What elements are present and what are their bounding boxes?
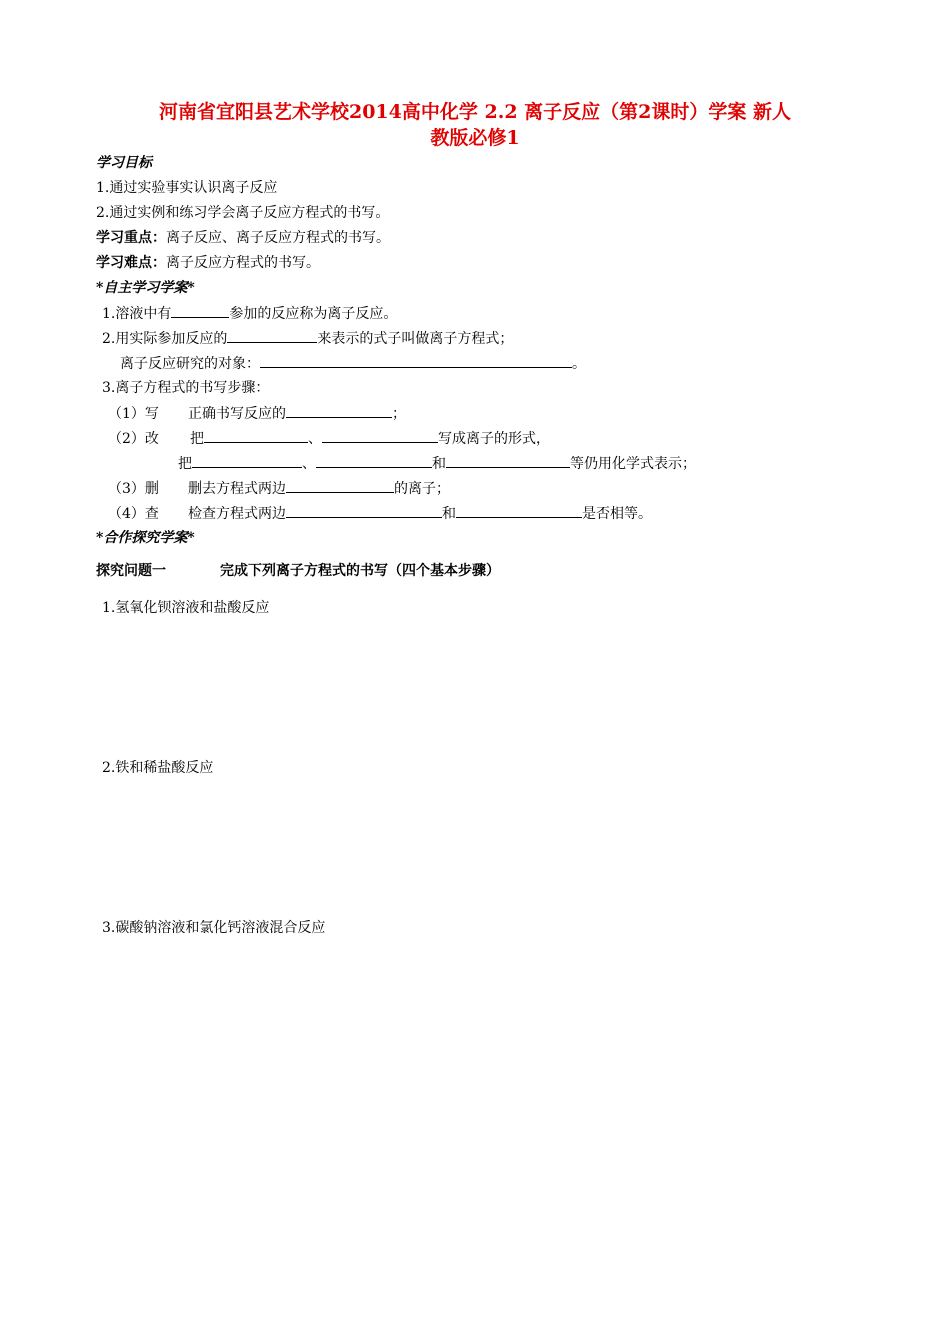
coop-item-2: 2.铁和稀盐酸反应 <box>102 760 214 776</box>
step-4-suffix: 是否相等。 <box>582 506 652 522</box>
objective-item-1: 1.通过实验事实认识离子反应 <box>96 180 278 196</box>
step-2b-blank-2[interactable] <box>316 453 432 468</box>
step-2-blank-2[interactable] <box>322 428 438 443</box>
step-2b-prefix: 把 <box>178 456 192 472</box>
key-point-label: 学习重点： <box>96 230 166 246</box>
step-1-suffix: ； <box>392 406 406 422</box>
step-2b-blank-1[interactable] <box>192 453 302 468</box>
key-point-text: 离子反应、离子反应方程式的书写。 <box>166 230 390 246</box>
coop-item-1: 1.氢氧化钡溶液和盐酸反应 <box>102 600 270 616</box>
q1-suffix: 参加的反应称为离子反应。 <box>229 306 398 322</box>
q2b-prefix: 离子反应研究的对象： <box>120 356 260 372</box>
step-3 <box>108 478 450 499</box>
step-4 <box>108 503 652 524</box>
difficulty-text: 离子反应方程式的书写。 <box>166 255 320 271</box>
step-2b-blank-3[interactable] <box>446 453 570 468</box>
self-study-q1 <box>102 303 397 324</box>
step-1-number: （1）写 <box>108 406 159 422</box>
coop-heading: *合作探究学案* <box>96 530 195 546</box>
document-title-line-1: 河南省宜阳县艺术学校2014高中化学 2.2 离子反应（第2课时）学案 新人 <box>158 101 791 123</box>
step-2b-suffix: 等仍用化学式表示； <box>570 456 696 472</box>
step-1-blank[interactable] <box>286 403 392 418</box>
step-2-prefix: 把 <box>190 431 204 447</box>
step-2 <box>108 428 550 449</box>
self-study-heading: *自主学习学案* <box>96 280 195 296</box>
step-2b-separator: 、 <box>302 456 316 472</box>
q2b-blank[interactable] <box>260 353 572 368</box>
self-study-q2b <box>120 353 586 374</box>
step-4-prefix: 检查方程式两边 <box>188 506 286 522</box>
step-3-suffix: 的离子； <box>394 481 450 497</box>
objective-item-2: 2.通过实例和练习学会离子反应方程式的书写。 <box>96 205 390 221</box>
key-point-row <box>96 228 390 248</box>
self-study-q2 <box>102 328 513 349</box>
step-1 <box>108 403 406 424</box>
step-4-blank-1[interactable] <box>286 503 442 518</box>
q2-suffix: 来表示的式子叫做离子方程式； <box>317 331 514 347</box>
step-3-prefix: 删去方程式两边 <box>188 481 286 497</box>
step-3-blank[interactable] <box>286 478 394 493</box>
difficulty-row <box>96 253 320 273</box>
step-2-blank-1[interactable] <box>204 428 308 443</box>
step-4-number: （4）查 <box>108 506 159 522</box>
problem-one-row <box>96 561 500 581</box>
problem-one-label: 探究问题一 <box>96 563 166 579</box>
step-1-prefix: 正确书写反应的 <box>188 406 286 422</box>
step-2-separator: 、 <box>308 431 322 447</box>
problem-one-text: 完成下列离子方程式的书写（四个基本步骤） <box>220 563 500 579</box>
difficulty-label: 学习难点： <box>96 255 166 271</box>
q2-prefix: 2.用实际参加反应的 <box>102 331 228 347</box>
step-4-blank-2[interactable] <box>456 503 582 518</box>
q2b-suffix: 。 <box>572 356 586 372</box>
step-2-number: （2）改 <box>108 431 159 447</box>
step-2-suffix: 写成离子的形式， <box>438 431 550 447</box>
step-3-number: （3）删 <box>108 481 159 497</box>
q2-blank[interactable] <box>227 328 317 343</box>
document-title-line-2: 教版必修1 <box>430 127 520 149</box>
step-2b-and: 和 <box>432 456 446 472</box>
step-4-and: 和 <box>442 506 456 522</box>
q1-prefix: 1.溶液中有 <box>102 306 172 322</box>
objectives-heading: 学习目标 <box>96 155 152 171</box>
step-2b <box>178 453 696 474</box>
coop-item-3: 3.碳酸钠溶液和氯化钙溶液混合反应 <box>102 920 326 936</box>
q1-blank[interactable] <box>171 303 229 318</box>
self-study-q3: 3.离子方程式的书写步骤： <box>102 380 270 396</box>
